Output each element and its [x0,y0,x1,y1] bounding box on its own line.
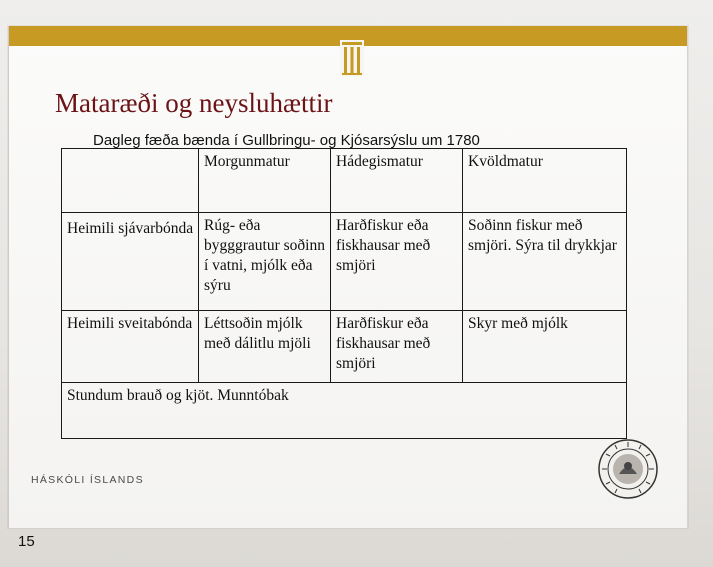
pillars-icon [340,40,364,76]
header-cell-breakfast: Morgunmatur [199,149,331,213]
table-cell: Skyr með mjólk [463,311,627,383]
slide-title: Mataræði og neysluhættir [55,88,333,118]
header-cell-empty [62,149,199,213]
table-cell: Rúg- eða bygggrautur soðinn í vatni, mjólk eða sýru [199,213,331,311]
table-footer-note: Stundum brauð og kjöt. Munntóbak [62,383,627,439]
table-cell: Léttsoðin mjólk með dálitlu mjöli [199,311,331,383]
table-header-row [62,149,627,213]
table-cell: Soðinn fiskur með smjöri. Sýra til drykkjar [463,213,627,311]
table-cell: Harðfiskur eða fiskhausar með smjöri [331,213,463,311]
table-row [62,311,627,383]
row-label-country-farmer: Heimili sveitabónda [62,311,199,383]
university-seal-icon [597,438,659,500]
page-number: 15 [18,533,35,550]
header-cell-lunch: Hádegismatur [331,149,463,213]
row-label-sea-farmer: Heimili sjávarbónda [62,213,199,311]
header-cell-dinner: Kvöldmatur [463,149,627,213]
table-cell: Harðfiskur eða fiskhausar með smjöri [331,311,463,383]
meals-table [61,148,627,439]
table-row [62,213,627,311]
university-wordmark: HÁSKÓLI ÍSLANDS [31,474,144,486]
slide-subtitle: Dagleg fæða bænda í Gullbringu- og Kjósarsýslu um 1780 [93,132,480,149]
table-footer-row [62,383,627,439]
